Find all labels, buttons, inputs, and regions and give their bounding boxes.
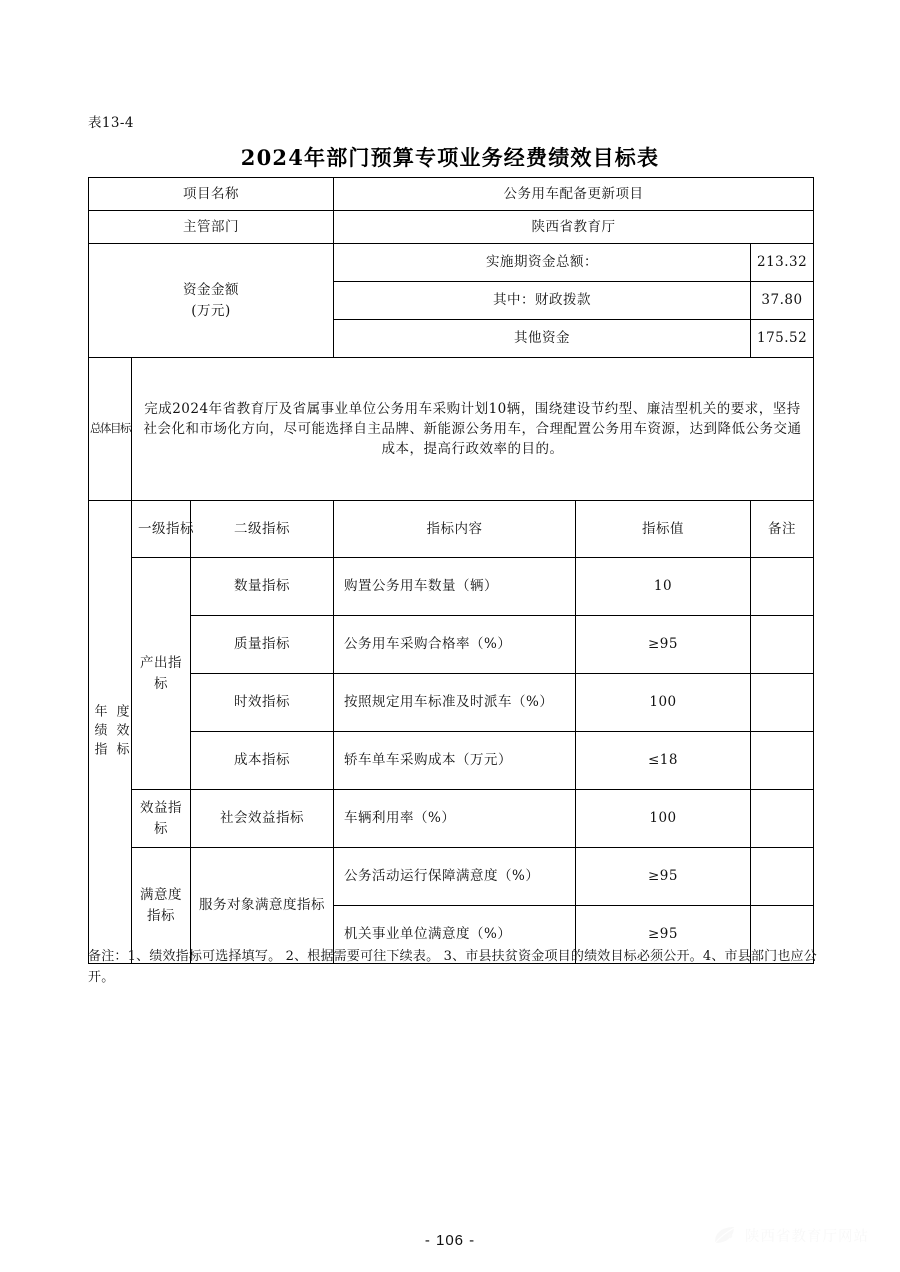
indicator-value: ≥95 — [576, 616, 751, 674]
indicator-remark — [751, 790, 814, 848]
indicator-content: 轿车单车采购成本（万元） — [334, 732, 576, 790]
page-title: 2024年部门预算专项业务经费绩效目标表 — [240, 145, 660, 170]
table-row — [89, 732, 814, 790]
indicator-value: ≤18 — [576, 732, 751, 790]
indicator-value: ≥95 — [576, 848, 751, 906]
page-number: - 106 - — [424, 1232, 476, 1249]
level2-label: 社会效益指标 — [191, 790, 334, 848]
level2-label: 服务对象满意度指标 — [191, 848, 334, 964]
funding-amount-label-line2: (万元) — [191, 302, 231, 319]
header-value: 指标值 — [576, 501, 751, 558]
header-content: 指标内容 — [334, 501, 576, 558]
header-remark: 备注 — [751, 501, 814, 558]
annual-label-col1: 年绩指 — [91, 703, 107, 761]
indicator-remark — [751, 732, 814, 790]
table-row — [89, 616, 814, 674]
indicator-value: 100 — [576, 674, 751, 732]
indicator-remark — [751, 848, 814, 906]
header-level2: 二级指标 — [191, 501, 334, 558]
funding-amount-label-line1: 资金金额 — [183, 282, 239, 299]
table-row-overall-goal — [89, 358, 814, 501]
sheet-label: 表13-4 — [88, 115, 134, 131]
indicator-content: 车辆利用率（%） — [334, 790, 576, 848]
funding-item-label: 其他资金 — [334, 320, 751, 358]
table-row — [89, 558, 814, 616]
table-row — [89, 848, 814, 906]
funding-item-value: 37.80 — [751, 282, 814, 320]
watermark-text: 陕西省教育厅网站 — [745, 1228, 869, 1245]
department-label: 主管部门 — [89, 211, 334, 244]
indicator-content: 按照规定用车标准及时派车（%） — [334, 674, 576, 732]
funding-item-label: 其中：财政拨款 — [334, 282, 751, 320]
level2-label: 质量指标 — [191, 616, 334, 674]
annual-performance-indicator-label — [89, 501, 132, 964]
header-level1: 一级指标 — [132, 501, 191, 558]
funding-item-label: 实施期资金总额： — [334, 244, 751, 282]
indicator-value: 100 — [576, 790, 751, 848]
table-row-indicator-header — [89, 501, 814, 558]
overall-goal-label: 总体目标 — [89, 358, 132, 501]
indicator-content: 公务用车采购合格率（%） — [334, 616, 576, 674]
table-footnote: 备注：1、绩效指标可选择填写。 2、根据需要可往下续表。 3、市县扶贫资金项目的绩效目标必须公开。4、市县部门也应公开。 — [88, 949, 817, 986]
project-name-label: 项目名称 — [89, 178, 334, 211]
indicator-value: ≥95 — [576, 906, 751, 964]
level1-benefit: 效益指标 — [132, 790, 191, 848]
department-value: 陕西省教育厅 — [334, 211, 814, 244]
level1-output: 产出指标 — [132, 558, 191, 790]
level1-satisfaction: 满意度指标 — [132, 848, 191, 964]
indicator-remark — [751, 674, 814, 732]
overall-goal-text: 完成2024年省教育厅及省属事业单位公务用车采购计划10辆，围绕建设节约型、廉洁型机关的要求，坚持社会化和市场化方向，尽可能选择自主品牌、新能源公务用车，合理配置公务用车资源，达到降低公务交通成本，提高行政效率的目的。 — [132, 358, 814, 501]
indicator-value: 10 — [576, 558, 751, 616]
funding-item-value: 175.52 — [751, 320, 814, 358]
table-row-project-name — [89, 178, 814, 211]
level2-label: 数量指标 — [191, 558, 334, 616]
table-row — [89, 790, 814, 848]
funding-item-value: 213.32 — [751, 244, 814, 282]
table-row — [89, 674, 814, 732]
indicator-remark — [751, 558, 814, 616]
table-row-funding-total — [89, 244, 814, 282]
annual-label-col2: 度效标 — [113, 703, 129, 761]
project-name-value: 公务用车配备更新项目 — [334, 178, 814, 211]
level2-label: 成本指标 — [191, 732, 334, 790]
indicator-content: 购置公务用车数量（辆） — [334, 558, 576, 616]
indicator-remark — [751, 616, 814, 674]
indicator-content: 机关事业单位满意度（%） — [334, 906, 576, 964]
table-row-department — [89, 211, 814, 244]
level2-label: 时效指标 — [191, 674, 334, 732]
performance-goal-table — [88, 177, 813, 964]
indicator-content: 公务活动运行保障满意度（%） — [334, 848, 576, 906]
funding-amount-label — [89, 244, 334, 358]
